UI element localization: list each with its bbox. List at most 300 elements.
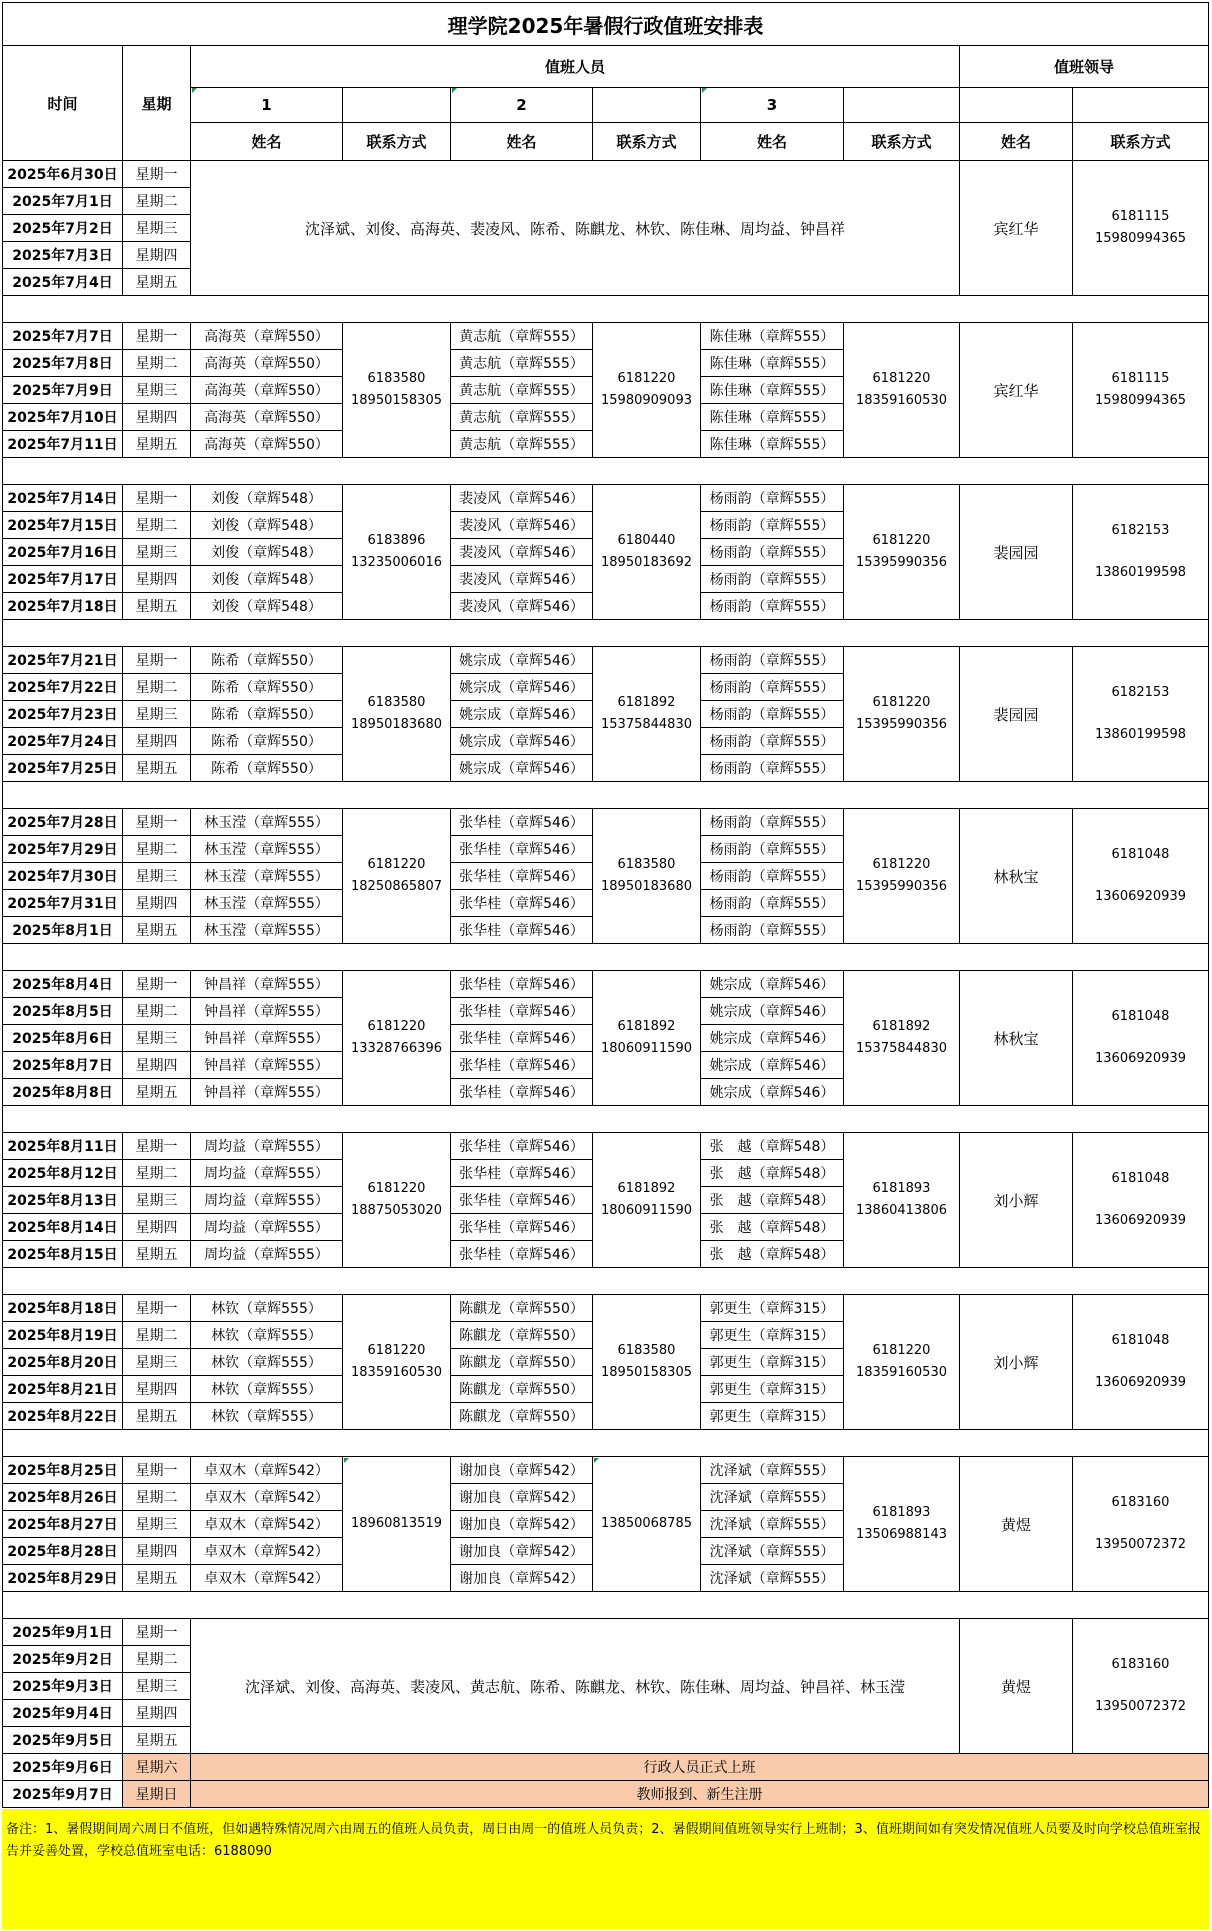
spacer-row — [2, 1591, 1209, 1619]
date-cell: 2025年7月8日 — [2, 349, 123, 377]
staff-3-name: 郭更生（章辉315） — [700, 1321, 844, 1349]
staff-1-name: 林钦（章辉555） — [190, 1321, 343, 1349]
date-cell: 2025年7月9日 — [2, 376, 123, 404]
extra-weekday-cell: 星期六 — [122, 1753, 191, 1781]
staff-2-name: 陈麒龙（章辉550） — [450, 1402, 593, 1430]
staff-2-name: 张华桂（章辉546） — [450, 889, 593, 917]
weekday-cell: 星期四 — [122, 1537, 191, 1565]
header-staff: 值班人员 — [190, 45, 960, 88]
weekday-cell: 星期五 — [122, 916, 191, 944]
staff-2-name: 张华桂（章辉546） — [450, 1078, 593, 1106]
staff-3-name: 张 越（章辉548） — [700, 1159, 844, 1187]
staff-2-contact: 6181220 15980909093 — [592, 322, 701, 458]
staff-1-name: 陈希（章辉550） — [190, 673, 343, 701]
staff-2-name: 裴凌风（章辉546） — [450, 592, 593, 620]
date-cell: 2025年7月3日 — [2, 241, 123, 269]
extra-date-cell: 2025年9月7日 — [2, 1780, 123, 1808]
header-name-3: 姓名 — [700, 122, 844, 161]
date-cell: 2025年7月2日 — [2, 214, 123, 242]
leader-contact: 6181048 13606920939 — [1072, 1132, 1209, 1268]
leader-name: 裴园园 — [959, 646, 1073, 782]
weekday-cell: 星期四 — [122, 1213, 191, 1241]
staff-1-name: 林玉滢（章辉555） — [190, 889, 343, 917]
leader-contact: 6183160 13950072372 — [1072, 1618, 1209, 1754]
staff-1-contact: 6183580 18950183680 — [342, 646, 451, 782]
remark-note: 备注：1、暑假期间周六周日不值班，但如遇特殊情况周六由周五的值班人员负责，周日由周一的值班人员负责；2、暑假期间值班领导实行上班制；3、值班期间如有突发情况值班人员要及时向学校总值班室报告并妥善处置，学校总值班室电话：6188090 — [2, 1809, 1209, 1929]
header-leader-blank — [959, 87, 1073, 123]
leader-contact: 6183160 13950072372 — [1072, 1456, 1209, 1592]
staff-3-name: 杨雨韵（章辉555） — [700, 484, 844, 512]
staff-3-name: 张 越（章辉548） — [700, 1132, 844, 1160]
weekday-cell: 星期五 — [122, 268, 191, 296]
staff-3-name: 姚宗成（章辉546） — [700, 1051, 844, 1079]
date-cell: 2025年7月11日 — [2, 430, 123, 458]
staff-2-name: 谢加良（章辉542） — [450, 1510, 593, 1538]
staff-2-contact: 6181892 18060911590 — [592, 970, 701, 1106]
staff-3-name: 沈泽斌（章辉555） — [700, 1510, 844, 1538]
weekday-cell: 星期五 — [122, 592, 191, 620]
staff-3-name: 杨雨韵（章辉555） — [700, 889, 844, 917]
header-contact-2: 联系方式 — [592, 122, 701, 161]
staff-3-name: 杨雨韵（章辉555） — [700, 538, 844, 566]
staff-3-name: 郭更生（章辉315） — [700, 1375, 844, 1403]
staff-3-name: 沈泽斌（章辉555） — [700, 1564, 844, 1592]
staff-1-name: 刘俊（章辉548） — [190, 538, 343, 566]
header-leader-name: 姓名 — [959, 122, 1073, 161]
staff-1-name: 周均益（章辉555） — [190, 1240, 343, 1268]
spacer-row — [2, 619, 1209, 647]
weekday-cell: 星期四 — [122, 727, 191, 755]
leader-contact: 6181048 13606920939 — [1072, 1294, 1209, 1430]
staff-2-name: 张华桂（章辉546） — [450, 1132, 593, 1160]
staff-1-name: 林钦（章辉555） — [190, 1375, 343, 1403]
staff-3-name: 姚宗成（章辉546） — [700, 997, 844, 1025]
extra-note-cell: 行政人员正式上班 — [190, 1753, 1209, 1781]
date-cell: 2025年9月5日 — [2, 1726, 123, 1754]
header-slot-1: 1 — [190, 87, 343, 123]
header-time: 时间 — [2, 45, 123, 161]
staff-3-name: 郭更生（章辉315） — [700, 1294, 844, 1322]
staff-2-name: 陈麒龙（章辉550） — [450, 1294, 593, 1322]
leader-name: 林秋宝 — [959, 970, 1073, 1106]
staff-1-name: 高海英（章辉550） — [190, 430, 343, 458]
staff-3-name: 沈泽斌（章辉555） — [700, 1456, 844, 1484]
staff-2-name: 黄志航（章辉555） — [450, 322, 593, 350]
staff-1-name: 周均益（章辉555） — [190, 1159, 343, 1187]
date-cell: 2025年7月1日 — [2, 187, 123, 215]
cell-comment-marker — [702, 88, 707, 93]
weekday-cell: 星期二 — [122, 1483, 191, 1511]
staff-1-contact: 6183580 18950158305 — [342, 322, 451, 458]
weekday-cell: 星期五 — [122, 754, 191, 782]
weekday-cell: 星期五 — [122, 1078, 191, 1106]
staff-2-contact: 13850068785 — [592, 1456, 701, 1592]
staff-1-name: 卓双木（章辉542） — [190, 1510, 343, 1538]
header-contact-1: 联系方式 — [342, 122, 451, 161]
date-cell: 2025年8月7日 — [2, 1051, 123, 1079]
date-cell: 2025年8月20日 — [2, 1348, 123, 1376]
merged-staff-list: 沈泽斌、刘俊、高海英、裴凌风、陈希、陈麒龙、林钦、陈佳琳、周均益、钟昌祥 — [190, 160, 960, 296]
staff-1-contact: 18960813519 — [342, 1456, 451, 1592]
extra-note-cell: 教师报到、新生注册 — [190, 1780, 1209, 1808]
staff-3-name: 陈佳琳（章辉555） — [700, 430, 844, 458]
staff-3-name: 杨雨韵（章辉555） — [700, 565, 844, 593]
staff-3-name: 郭更生（章辉315） — [700, 1402, 844, 1430]
spacer-row — [2, 295, 1209, 323]
header-leader-contact: 联系方式 — [1072, 122, 1209, 161]
staff-1-name: 陈希（章辉550） — [190, 727, 343, 755]
weekday-cell: 星期二 — [122, 673, 191, 701]
staff-1-contact: 6181220 18875053020 — [342, 1132, 451, 1268]
weekday-cell: 星期二 — [122, 349, 191, 377]
staff-2-contact: 6181892 15375844830 — [592, 646, 701, 782]
date-cell: 2025年8月18日 — [2, 1294, 123, 1322]
staff-1-name: 林玉滢（章辉555） — [190, 808, 343, 836]
spacer-row — [2, 457, 1209, 485]
staff-3-name: 杨雨韵（章辉555） — [700, 862, 844, 890]
staff-3-name: 姚宗成（章辉546） — [700, 970, 844, 998]
date-cell: 2025年8月15日 — [2, 1240, 123, 1268]
weekday-cell: 星期三 — [122, 1348, 191, 1376]
leader-name: 裴园园 — [959, 484, 1073, 620]
spacer-row — [2, 1105, 1209, 1133]
staff-1-name: 林钦（章辉555） — [190, 1348, 343, 1376]
staff-1-contact: 6183896 13235006016 — [342, 484, 451, 620]
staff-2-name: 张华桂（章辉546） — [450, 1024, 593, 1052]
weekday-cell: 星期四 — [122, 1699, 191, 1727]
staff-2-name: 张华桂（章辉546） — [450, 1051, 593, 1079]
staff-1-name: 钟昌祥（章辉555） — [190, 1024, 343, 1052]
spacer-row — [2, 1267, 1209, 1295]
weekday-cell: 星期二 — [122, 511, 191, 539]
weekday-cell: 星期五 — [122, 430, 191, 458]
staff-3-name: 杨雨韵（章辉555） — [700, 754, 844, 782]
staff-3-name: 陈佳琳（章辉555） — [700, 376, 844, 404]
leader-name: 黄煜 — [959, 1456, 1073, 1592]
staff-1-name: 周均益（章辉555） — [190, 1132, 343, 1160]
leader-name: 林秋宝 — [959, 808, 1073, 944]
weekday-cell: 星期一 — [122, 322, 191, 350]
weekday-cell: 星期三 — [122, 862, 191, 890]
staff-1-name: 钟昌祥（章辉555） — [190, 1078, 343, 1106]
date-cell: 2025年7月16日 — [2, 538, 123, 566]
staff-3-contact: 6181892 15375844830 — [843, 970, 960, 1106]
spacer-row — [2, 781, 1209, 809]
date-cell: 2025年8月12日 — [2, 1159, 123, 1187]
header-slot-3-blank — [843, 87, 960, 123]
leader-name: 宾红华 — [959, 160, 1073, 296]
date-cell: 2025年8月22日 — [2, 1402, 123, 1430]
weekday-cell: 星期一 — [122, 1456, 191, 1484]
leader-contact: 6181048 13606920939 — [1072, 808, 1209, 944]
weekday-cell: 星期三 — [122, 376, 191, 404]
staff-2-name: 谢加良（章辉542） — [450, 1564, 593, 1592]
weekday-cell: 星期一 — [122, 808, 191, 836]
date-cell: 2025年7月18日 — [2, 592, 123, 620]
weekday-cell: 星期四 — [122, 889, 191, 917]
staff-3-name: 陈佳琳（章辉555） — [700, 349, 844, 377]
weekday-cell: 星期二 — [122, 1321, 191, 1349]
staff-1-name: 钟昌祥（章辉555） — [190, 970, 343, 998]
date-cell: 2025年8月6日 — [2, 1024, 123, 1052]
staff-2-name: 张华桂（章辉546） — [450, 808, 593, 836]
date-cell: 2025年9月4日 — [2, 1699, 123, 1727]
leader-name: 黄煜 — [959, 1618, 1073, 1754]
weekday-cell: 星期一 — [122, 646, 191, 674]
extra-weekday-cell: 星期日 — [122, 1780, 191, 1808]
leader-name: 刘小辉 — [959, 1294, 1073, 1430]
staff-1-name: 卓双木（章辉542） — [190, 1456, 343, 1484]
weekday-cell: 星期四 — [122, 403, 191, 431]
weekday-cell: 星期三 — [122, 1672, 191, 1700]
weekday-cell: 星期四 — [122, 1375, 191, 1403]
staff-2-name: 裴凌风（章辉546） — [450, 511, 593, 539]
spacer-row — [2, 1429, 1209, 1457]
date-cell: 2025年7月25日 — [2, 754, 123, 782]
leader-contact: 6182153 13860199598 — [1072, 646, 1209, 782]
date-cell: 2025年7月17日 — [2, 565, 123, 593]
staff-2-name: 黄志航（章辉555） — [450, 403, 593, 431]
staff-1-name: 高海英（章辉550） — [190, 403, 343, 431]
header-leader-contact-blank — [1072, 87, 1209, 123]
weekday-cell: 星期三 — [122, 1024, 191, 1052]
staff-3-name: 杨雨韵（章辉555） — [700, 646, 844, 674]
weekday-cell: 星期一 — [122, 160, 191, 188]
weekday-cell: 星期一 — [122, 1132, 191, 1160]
staff-1-name: 周均益（章辉555） — [190, 1213, 343, 1241]
date-cell: 2025年8月8日 — [2, 1078, 123, 1106]
header-name-2: 姓名 — [450, 122, 593, 161]
date-cell: 2025年9月3日 — [2, 1672, 123, 1700]
weekday-cell: 星期二 — [122, 1645, 191, 1673]
date-cell: 2025年7月24日 — [2, 727, 123, 755]
weekday-cell: 星期五 — [122, 1564, 191, 1592]
date-cell: 2025年8月25日 — [2, 1456, 123, 1484]
page-title: 理学院2025年暑假行政值班安排表 — [2, 2, 1209, 46]
staff-3-name: 杨雨韵（章辉555） — [700, 700, 844, 728]
spacer-row — [2, 943, 1209, 971]
staff-2-name: 黄志航（章辉555） — [450, 376, 593, 404]
staff-1-name: 刘俊（章辉548） — [190, 565, 343, 593]
leader-contact: 6181115 15980994365 — [1072, 160, 1209, 296]
staff-3-name: 姚宗成（章辉546） — [700, 1078, 844, 1106]
staff-2-name: 裴凌风（章辉546） — [450, 484, 593, 512]
date-cell: 2025年7月28日 — [2, 808, 123, 836]
date-cell: 2025年8月19日 — [2, 1321, 123, 1349]
staff-1-name: 高海英（章辉550） — [190, 322, 343, 350]
staff-3-name: 杨雨韵（章辉555） — [700, 511, 844, 539]
staff-3-name: 沈泽斌（章辉555） — [700, 1483, 844, 1511]
weekday-cell: 星期一 — [122, 484, 191, 512]
staff-3-name: 沈泽斌（章辉555） — [700, 1537, 844, 1565]
staff-1-name: 陈希（章辉550） — [190, 754, 343, 782]
merged-staff-list: 沈泽斌、刘俊、高海英、裴凌风、黄志航、陈希、陈麒龙、林钦、陈佳琳、周均益、钟昌祥、林玉滢 — [190, 1618, 960, 1754]
date-cell: 2025年8月28日 — [2, 1537, 123, 1565]
staff-1-name: 卓双木（章辉542） — [190, 1483, 343, 1511]
weekday-cell: 星期三 — [122, 1186, 191, 1214]
header-slot-2-blank — [592, 87, 701, 123]
header-slot-3: 3 — [700, 87, 844, 123]
staff-2-name: 谢加良（章辉542） — [450, 1537, 593, 1565]
staff-1-contact: 6181220 18359160530 — [342, 1294, 451, 1430]
staff-2-name: 姚宗成（章辉546） — [450, 673, 593, 701]
date-cell: 2025年7月21日 — [2, 646, 123, 674]
staff-1-name: 林钦（章辉555） — [190, 1402, 343, 1430]
staff-2-name: 张华桂（章辉546） — [450, 916, 593, 944]
staff-3-contact: 6181220 15395990356 — [843, 484, 960, 620]
weekday-cell: 星期一 — [122, 1294, 191, 1322]
staff-3-name: 杨雨韵（章辉555） — [700, 835, 844, 863]
staff-1-name: 卓双木（章辉542） — [190, 1537, 343, 1565]
staff-3-name: 张 越（章辉548） — [700, 1240, 844, 1268]
weekday-cell: 星期三 — [122, 1510, 191, 1538]
date-cell: 2025年7月7日 — [2, 322, 123, 350]
staff-1-name: 高海英（章辉550） — [190, 349, 343, 377]
date-cell: 2025年8月29日 — [2, 1564, 123, 1592]
staff-1-name: 林钦（章辉555） — [190, 1294, 343, 1322]
header-slot-2: 2 — [450, 87, 593, 123]
weekday-cell: 星期二 — [122, 187, 191, 215]
staff-1-name: 林玉滢（章辉555） — [190, 862, 343, 890]
weekday-cell: 星期一 — [122, 970, 191, 998]
weekday-cell: 星期四 — [122, 241, 191, 269]
staff-3-contact: 6181220 18359160530 — [843, 1294, 960, 1430]
cell-comment-marker — [344, 1458, 349, 1463]
staff-3-contact: 6181893 13506988143 — [843, 1456, 960, 1592]
staff-2-contact: 6180440 18950183692 — [592, 484, 701, 620]
staff-1-name: 林玉滢（章辉555） — [190, 916, 343, 944]
staff-1-name: 高海英（章辉550） — [190, 376, 343, 404]
header-weekday: 星期 — [122, 45, 191, 161]
header-slot-1-blank — [342, 87, 451, 123]
extra-date-cell: 2025年9月6日 — [2, 1753, 123, 1781]
date-cell: 2025年8月13日 — [2, 1186, 123, 1214]
staff-2-contact: 6181892 18060911590 — [592, 1132, 701, 1268]
cell-comment-marker — [452, 88, 457, 93]
date-cell: 2025年8月14日 — [2, 1213, 123, 1241]
staff-3-name: 陈佳琳（章辉555） — [700, 322, 844, 350]
staff-2-name: 姚宗成（章辉546） — [450, 646, 593, 674]
staff-2-name: 张华桂（章辉546） — [450, 1159, 593, 1187]
weekday-cell: 星期三 — [122, 214, 191, 242]
staff-2-name: 张华桂（章辉546） — [450, 835, 593, 863]
staff-1-name: 陈希（章辉550） — [190, 700, 343, 728]
date-cell: 2025年7月4日 — [2, 268, 123, 296]
staff-2-contact: 6183580 18950158305 — [592, 1294, 701, 1430]
staff-2-name: 陈麒龙（章辉550） — [450, 1321, 593, 1349]
date-cell: 2025年7月30日 — [2, 862, 123, 890]
weekday-cell: 星期五 — [122, 1726, 191, 1754]
staff-2-name: 谢加良（章辉542） — [450, 1483, 593, 1511]
staff-2-name: 姚宗成（章辉546） — [450, 700, 593, 728]
date-cell: 2025年7月10日 — [2, 403, 123, 431]
staff-2-name: 张华桂（章辉546） — [450, 1240, 593, 1268]
weekday-cell: 星期三 — [122, 700, 191, 728]
leader-contact: 6182153 13860199598 — [1072, 484, 1209, 620]
staff-3-name: 张 越（章辉548） — [700, 1213, 844, 1241]
date-cell: 2025年8月4日 — [2, 970, 123, 998]
cell-comment-marker — [594, 1458, 599, 1463]
staff-3-contact: 6181220 18359160530 — [843, 322, 960, 458]
staff-1-name: 刘俊（章辉548） — [190, 511, 343, 539]
date-cell: 2025年7月31日 — [2, 889, 123, 917]
staff-2-name: 陈麒龙（章辉550） — [450, 1375, 593, 1403]
date-cell: 2025年7月14日 — [2, 484, 123, 512]
leader-name: 刘小辉 — [959, 1132, 1073, 1268]
date-cell: 2025年8月1日 — [2, 916, 123, 944]
date-cell: 2025年6月30日 — [2, 160, 123, 188]
date-cell: 2025年9月1日 — [2, 1618, 123, 1646]
weekday-cell: 星期二 — [122, 835, 191, 863]
staff-3-name: 杨雨韵（章辉555） — [700, 916, 844, 944]
leader-contact: 6181048 13606920939 — [1072, 970, 1209, 1106]
date-cell: 2025年8月21日 — [2, 1375, 123, 1403]
staff-1-name: 周均益（章辉555） — [190, 1186, 343, 1214]
weekday-cell: 星期四 — [122, 1051, 191, 1079]
staff-3-name: 杨雨韵（章辉555） — [700, 727, 844, 755]
staff-3-name: 张 越（章辉548） — [700, 1186, 844, 1214]
staff-3-name: 姚宗成（章辉546） — [700, 1024, 844, 1052]
staff-1-name: 刘俊（章辉548） — [190, 592, 343, 620]
staff-1-name: 钟昌祥（章辉555） — [190, 997, 343, 1025]
header-contact-3: 联系方式 — [843, 122, 960, 161]
staff-2-name: 张华桂（章辉546） — [450, 970, 593, 998]
header-leader: 值班领导 — [959, 45, 1209, 88]
staff-1-name: 钟昌祥（章辉555） — [190, 1051, 343, 1079]
leader-name: 宾红华 — [959, 322, 1073, 458]
staff-1-name: 陈希（章辉550） — [190, 646, 343, 674]
header-name-1: 姓名 — [190, 122, 343, 161]
weekday-cell: 星期五 — [122, 1402, 191, 1430]
staff-2-name: 陈麒龙（章辉550） — [450, 1348, 593, 1376]
staff-3-name: 杨雨韵（章辉555） — [700, 592, 844, 620]
weekday-cell: 星期五 — [122, 1240, 191, 1268]
date-cell: 2025年7月23日 — [2, 700, 123, 728]
staff-1-name: 刘俊（章辉548） — [190, 484, 343, 512]
staff-2-name: 黄志航（章辉555） — [450, 349, 593, 377]
staff-2-name: 谢加良（章辉542） — [450, 1456, 593, 1484]
staff-2-name: 黄志航（章辉555） — [450, 430, 593, 458]
date-cell: 2025年9月2日 — [2, 1645, 123, 1673]
date-cell: 2025年8月11日 — [2, 1132, 123, 1160]
staff-2-name: 张华桂（章辉546） — [450, 1186, 593, 1214]
staff-1-name: 卓双木（章辉542） — [190, 1564, 343, 1592]
staff-2-name: 张华桂（章辉546） — [450, 862, 593, 890]
staff-3-name: 陈佳琳（章辉555） — [700, 403, 844, 431]
date-cell: 2025年8月26日 — [2, 1483, 123, 1511]
staff-3-name: 郭更生（章辉315） — [700, 1348, 844, 1376]
staff-2-name: 姚宗成（章辉546） — [450, 727, 593, 755]
staff-3-contact: 6181220 15395990356 — [843, 646, 960, 782]
weekday-cell: 星期一 — [122, 1618, 191, 1646]
staff-3-name: 杨雨韵（章辉555） — [700, 808, 844, 836]
date-cell: 2025年7月22日 — [2, 673, 123, 701]
date-cell: 2025年8月27日 — [2, 1510, 123, 1538]
leader-contact: 6181115 15980994365 — [1072, 322, 1209, 458]
staff-2-name: 裴凌风（章辉546） — [450, 538, 593, 566]
staff-2-name: 张华桂（章辉546） — [450, 1213, 593, 1241]
weekday-cell: 星期三 — [122, 538, 191, 566]
date-cell: 2025年7月29日 — [2, 835, 123, 863]
cell-comment-marker — [192, 88, 197, 93]
date-cell: 2025年8月5日 — [2, 997, 123, 1025]
staff-2-contact: 6183580 18950183680 — [592, 808, 701, 944]
staff-2-name: 裴凌风（章辉546） — [450, 565, 593, 593]
weekday-cell: 星期二 — [122, 1159, 191, 1187]
staff-2-name: 张华桂（章辉546） — [450, 997, 593, 1025]
staff-1-contact: 6181220 18250865807 — [342, 808, 451, 944]
date-cell: 2025年7月15日 — [2, 511, 123, 539]
